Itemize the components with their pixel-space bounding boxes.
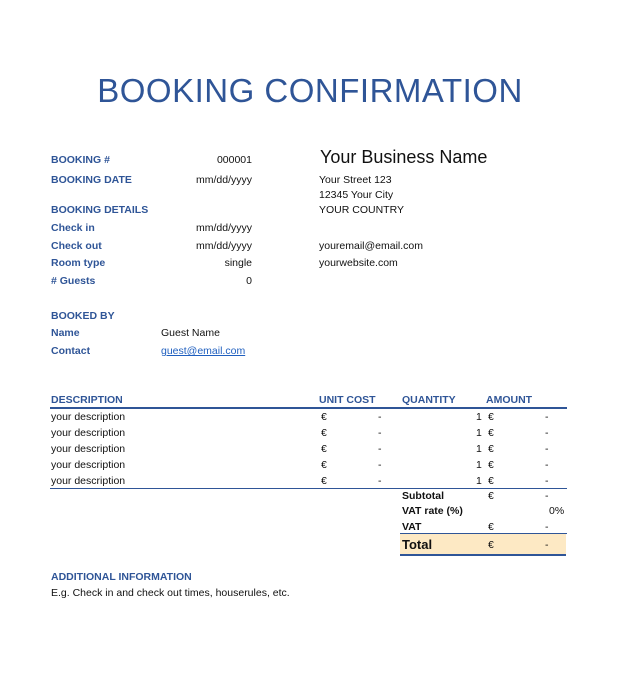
row-unit-cost: -: [378, 411, 382, 423]
roomtype-label: Room type: [51, 257, 106, 269]
row-amount: -: [545, 475, 549, 487]
row-amount: -: [545, 443, 549, 455]
business-country: YOUR COUNTRY: [319, 204, 404, 216]
row-quantity: 1: [476, 459, 482, 471]
checkin-label: Check in: [51, 222, 95, 234]
total-value: -: [545, 539, 549, 551]
total-currency: €: [488, 539, 494, 551]
booking-details-heading: BOOKING DETAILS: [51, 204, 149, 216]
row-amount-currency: €: [488, 443, 494, 455]
business-street: Your Street 123: [319, 174, 392, 186]
row-amount: -: [545, 427, 549, 439]
page-title: BOOKING CONFIRMATION: [97, 72, 523, 109]
business-city: 12345 Your City: [319, 189, 394, 201]
booked-by-heading: BOOKED BY: [51, 310, 115, 322]
vat-rate-value: 0%: [549, 505, 565, 517]
row-amount-currency: €: [488, 475, 494, 487]
guests-value: 0: [246, 275, 252, 287]
subtotal-label: Subtotal: [402, 490, 444, 502]
booking-date-label: BOOKING DATE: [51, 174, 132, 186]
additional-info-heading: ADDITIONAL INFORMATION: [51, 571, 192, 583]
row-description: your description: [51, 443, 126, 455]
row-unit-currency: €: [321, 443, 327, 455]
row-quantity: 1: [476, 427, 482, 439]
row-quantity: 1: [476, 411, 482, 423]
subtotal-currency: €: [488, 490, 494, 502]
row-unit-currency: €: [321, 411, 327, 423]
total-label: Total: [402, 537, 433, 552]
row-amount-currency: €: [488, 459, 494, 471]
checkout-value: mm/dd/yyyy: [195, 240, 252, 252]
business-website: yourwebsite.com: [319, 257, 398, 269]
vat-rate-label: VAT rate (%): [402, 505, 463, 517]
row-unit-currency: €: [321, 427, 327, 439]
contact-label: Contact: [51, 345, 91, 357]
contact-email-link[interactable]: guest@email.com: [161, 345, 246, 357]
row-amount: -: [545, 459, 549, 471]
checkin-value: mm/dd/yyyy: [195, 222, 252, 234]
table-bottom-rule: [50, 488, 567, 489]
row-unit-cost: -: [378, 427, 382, 439]
row-description: your description: [51, 475, 126, 487]
booking-date-value: mm/dd/yyyy: [195, 174, 252, 186]
vat-label: VAT: [402, 521, 422, 533]
col-quantity-header: QUANTITY: [402, 394, 456, 406]
checkout-label: Check out: [51, 240, 102, 252]
col-description-header: DESCRIPTION: [51, 394, 123, 406]
vat-value: -: [545, 521, 549, 533]
additional-info-text: E.g. Check in and check out times, houserules, etc.: [51, 587, 290, 599]
subtotal-value: -: [545, 490, 549, 502]
guests-label: # Guests: [51, 275, 96, 287]
row-quantity: 1: [476, 475, 482, 487]
row-unit-currency: €: [321, 475, 327, 487]
row-amount-currency: €: [488, 411, 494, 423]
row-amount: -: [545, 411, 549, 423]
booking-number-value: 000001: [216, 154, 252, 166]
row-description: your description: [51, 459, 126, 471]
col-amount-header: AMOUNT: [486, 394, 533, 406]
row-unit-cost: -: [378, 459, 382, 471]
row-description: your description: [51, 427, 126, 439]
col-unit-cost-header: UNIT COST: [319, 394, 376, 406]
business-name: Your Business Name: [320, 147, 488, 167]
business-email: youremail@email.com: [319, 240, 424, 252]
roomtype-value: single: [224, 257, 252, 269]
row-unit-cost: -: [378, 475, 382, 487]
guest-name-label: Name: [51, 327, 80, 339]
row-amount-currency: €: [488, 427, 494, 439]
row-description: your description: [51, 411, 126, 423]
table-header-rule: [50, 407, 567, 409]
guest-name-value: Guest Name: [161, 327, 220, 339]
row-quantity: 1: [476, 443, 482, 455]
booking-number-label: BOOKING #: [51, 154, 110, 166]
vat-currency: €: [488, 521, 494, 533]
row-unit-currency: €: [321, 459, 327, 471]
row-unit-cost: -: [378, 443, 382, 455]
